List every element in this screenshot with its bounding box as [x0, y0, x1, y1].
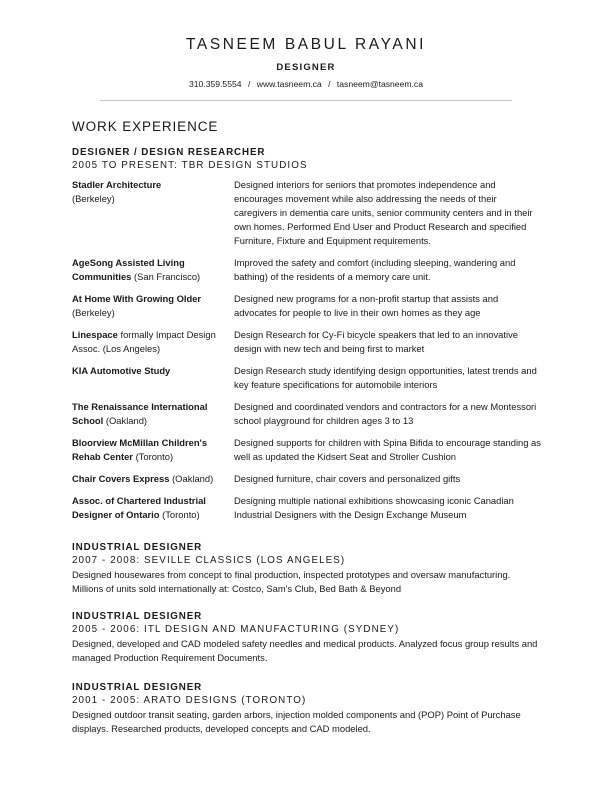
project-entry — [72, 328, 542, 356]
project-client — [72, 494, 234, 522]
project-entry — [72, 292, 542, 320]
candidate-name: TASNEEM BABUL RAYANI — [185, 36, 427, 53]
client-location: (Oakland) — [172, 473, 214, 484]
project-client — [72, 292, 234, 320]
project-entry — [72, 436, 542, 464]
project-description: Designed and coordinated vendors and contractors for a new Montessori school playground for children ages 3 to 13 — [234, 401, 537, 426]
client-name: Linespace — [72, 329, 118, 340]
email-link[interactable]: tasneem@tasneem.ca — [336, 79, 423, 89]
contact-separator: / — [247, 79, 251, 89]
primary-role-heading — [72, 146, 542, 172]
client-name: AgeSong Assisted Living Communities — [72, 257, 185, 282]
role-description: Designed housewares from concept to final production, inspected prototypes and oversaw manufacturing. Millions of units sold internationally at: Costco, Sam's Club, Bed Bath & Beyond — [72, 569, 511, 594]
client-name: At Home With Growing Older — [72, 293, 202, 304]
project-client — [72, 472, 234, 486]
role-description: Designed, developed and CAD modeled safety needles and medical products. Analyzed focus group results and managed Production Requirement Documents. — [72, 638, 538, 663]
candidate-title: DESIGNER — [276, 62, 336, 73]
client-name: Stadler Architecture — [72, 179, 162, 190]
project-description: Designed furniture, chair covers and personalized gifts — [234, 473, 461, 484]
client-name: Bloorview McMillan Children's Rehab Center — [72, 437, 208, 462]
role-description: Designed outdoor transit seating, garden arbors, injection molded components and (POP) Point of Purchase displays. Researched products, developed concepts and CAD modeled. — [72, 709, 521, 734]
role-title: INDUSTRIAL DESIGNER — [72, 542, 203, 553]
project-entry — [72, 256, 542, 284]
project-description: Designed supports for children with Spina Bifida to encourage standing as well as updated the Kidsert Seat and Stroller Cushion — [234, 437, 541, 462]
client-location: (Toronto) — [162, 509, 200, 520]
client-name: The Renaissance International School — [72, 401, 208, 426]
contact-separator: / — [328, 79, 331, 89]
website-link[interactable]: www.tasneem.ca — [256, 79, 322, 89]
contact-line — [0, 79, 612, 89]
project-entry — [72, 494, 542, 522]
project-client — [72, 364, 234, 392]
project-description: Design Research study identifying design opportunities, latest trends and key feature specifications for automobile interiors — [234, 365, 537, 390]
project-description: Designed new programs for a non-profit startup that assists and advocates for people to live in their own homes as they age — [234, 293, 499, 318]
client-location: (Oakland) — [105, 415, 148, 426]
phone-number: 310.359.5554 — [188, 79, 242, 89]
section-title-work-experience: WORK EXPERIENCE — [72, 119, 219, 134]
client-location: (Toronto) — [135, 451, 174, 462]
client-location: formally Impact Design Assoc. (Los Angeles) — [72, 329, 216, 354]
project-entry — [72, 178, 542, 248]
role-block — [72, 610, 542, 665]
role-title: INDUSTRIAL DESIGNER — [72, 682, 203, 693]
project-client — [72, 400, 234, 428]
project-description: Designing multiple national exhibitions showcasing iconic Canadian Industrial Designers with the Design Exchange Museum — [234, 495, 514, 520]
client-name: Chair Covers Express — [72, 473, 170, 484]
project-description: Designed interiors for seniors that promotes independence and encourages movement while also addressing the needs of their caregivers in dementia care units, senior community centers and in their own homes. Performed End User and Product Research and specified Furniture, Fixture and Equipment requirements. — [234, 179, 533, 246]
project-description: Design Research for Cy-Fi bicycle speakers that led to an innovative design with new tech and being first to market — [234, 329, 518, 354]
project-client — [72, 328, 234, 356]
client-name: Assoc. of Chartered Industrial Designer of Ontario — [72, 495, 206, 520]
role-subtitle: 2005 - 2006: ITL DESIGN AND MANUFACTURING (SYDNEY) — [72, 624, 400, 635]
project-list — [72, 178, 542, 530]
role-block — [72, 541, 542, 596]
client-location: (San Francisco) — [134, 271, 201, 282]
role-subtitle: 2005 TO PRESENT: TBR DESIGN STUDIOS — [72, 160, 308, 171]
header-divider — [100, 100, 512, 101]
project-entry — [72, 364, 542, 392]
project-client — [72, 436, 234, 464]
project-description: Improved the safety and comfort (including sleeping, wandering and bathing) of the residents of a memory care unit. — [234, 257, 516, 282]
project-entry — [72, 472, 542, 486]
project-entry — [72, 400, 542, 428]
client-location: (Berkeley) — [72, 193, 115, 204]
project-client — [72, 256, 234, 284]
role-subtitle: 2001 - 2005: ARATO DESIGNS (TORONTO) — [72, 695, 307, 706]
role-block — [72, 681, 542, 736]
client-location: (Berkeley) — [72, 307, 115, 318]
role-title: DESIGNER / DESIGN RESEARCHER — [72, 147, 266, 158]
role-title: INDUSTRIAL DESIGNER — [72, 611, 203, 622]
client-name: KIA Automotive Study — [72, 365, 171, 376]
project-client — [72, 178, 234, 248]
role-subtitle: 2007 - 2008: SEVILLE CLASSICS (LOS ANGELES) — [72, 555, 346, 566]
